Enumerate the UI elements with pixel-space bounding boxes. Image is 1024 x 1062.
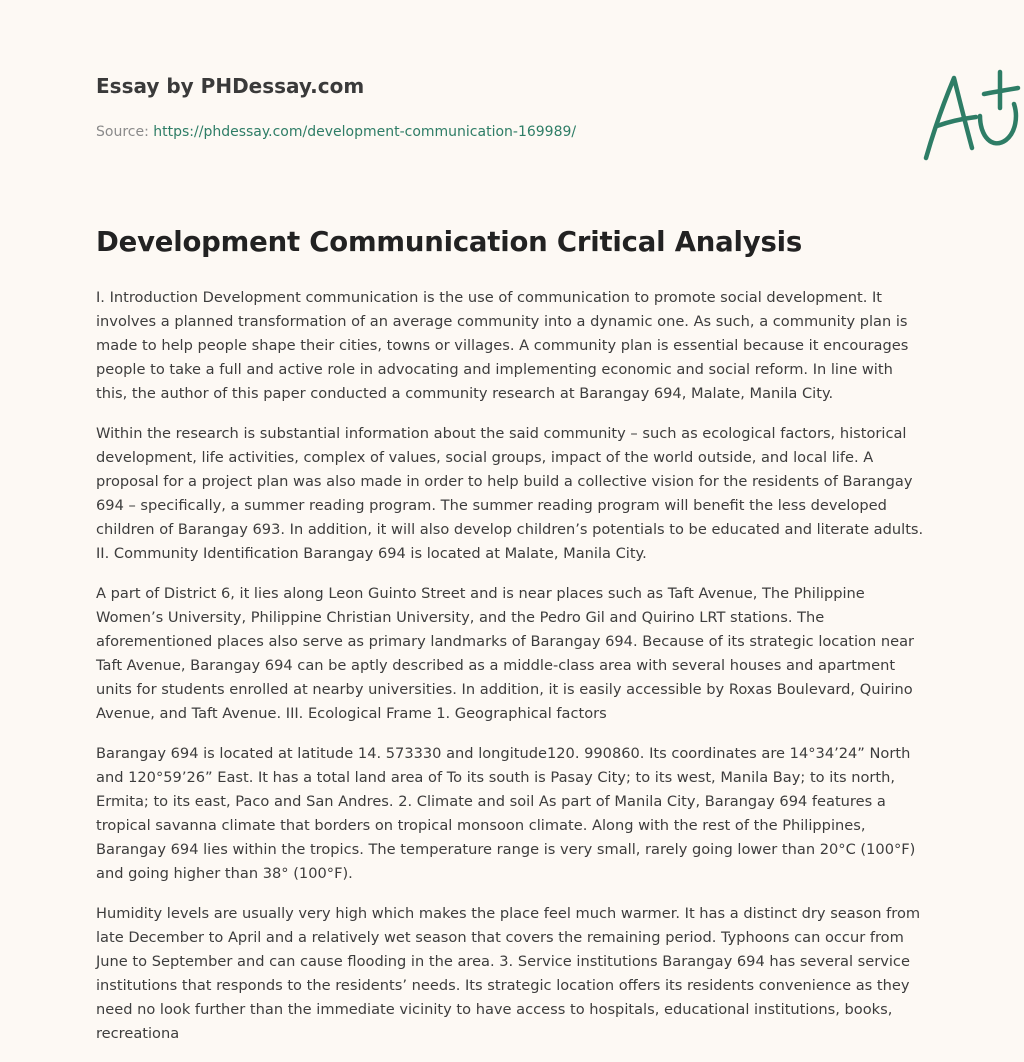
paragraph: I. Introduction Development communication is the use of communication to promote social development. It involves a planned transformation of an average community into a dynamic one. As such, a community plan is made to help people shape their cities, towns or villages. A community plan is essential because it encourages people to take a full and active role in advocating and implementing economic and social reform. In line with this, the author of this paper conducted a community research at Barangay 694, Malate, Manila City.	[96, 289, 909, 402]
paragraph: A part of District 6, it lies along Leon Guinto Street and is near places such as Taft Avenue, The Philippine Women’s University, Philippine Christian University, and the Pedro Gil and Quirino LRT stations. The aforementioned places also serve as primary landmarks of Barangay 694. Because of its strategic location near Taft Avenue, Barangay 694 can be aptly described as a middle-class area with several houses and apartment units for students enrolled at nearby universities. In addition, it is easily accessible by Roxas Boulevard, Quirino Avenue, and Taft Avenue. III. Ecological Frame 1. Geographical factors	[96, 585, 915, 722]
source-line	[96, 124, 576, 140]
article-body	[96, 286, 926, 1062]
paragraph: Within the research is substantial information about the said community – such as ecological factors, historical development, life activities, complex of values, social groups, impact of the world outside, and local life. A proposal for a project plan was also made in order to help build a collective vision for the residents of Barangay 694 – specifically, a summer reading program. The summer reading program will benefit the less developed children of Barangay 693. In addition, it will also develop children’s potentials to be educated and literate adults. II. Community Identification Barangay 694 is located at Malate, Manila City.	[96, 425, 924, 562]
source-link[interactable]: https://phdessay.com/development-communication-169989/	[153, 124, 577, 140]
paragraph: Barangay 694 is located at latitude 14. 573330 and longitude120. 990860. Its coordinates are 14°34’24” North and 120°59’26” East. It has a total land area of To its south is Pasay City; to its west, Manila Bay; to its north, Ermita; to its east, Paco and San Andres. 2. Climate and soil As part of Manila City, Barangay 694 features a tropical savanna climate that borders on tropical monsoon climate. Along with the rest of the Philippines, Barangay 694 lies within the tropics. The temperature range is very small, rarely going lower than 20°C (100°F) and going higher than 38° (100°F).	[96, 745, 916, 882]
brand-title: Essay by PHDessay.com	[96, 74, 365, 98]
page-title: Development Communication Critical Analysis	[96, 226, 803, 258]
paragraph: Humidity levels are usually very high which makes the place feel much warmer. It has a distinct dry season from late December to April and a relatively wet season that covers the remaining period. Typhoons can occur from June to September and can cause flooding in the area. 3. Service institutions Barangay 694 has several service institutions that responds to the residents’ needs. Its strategic location offers its residents convenience as they need no look further than the immediate vicinity to have access to hospitals, educational institutions, books, recreationa	[96, 905, 921, 1042]
a-plus-logo-icon	[920, 64, 1024, 168]
source-label: Source:	[96, 124, 149, 140]
